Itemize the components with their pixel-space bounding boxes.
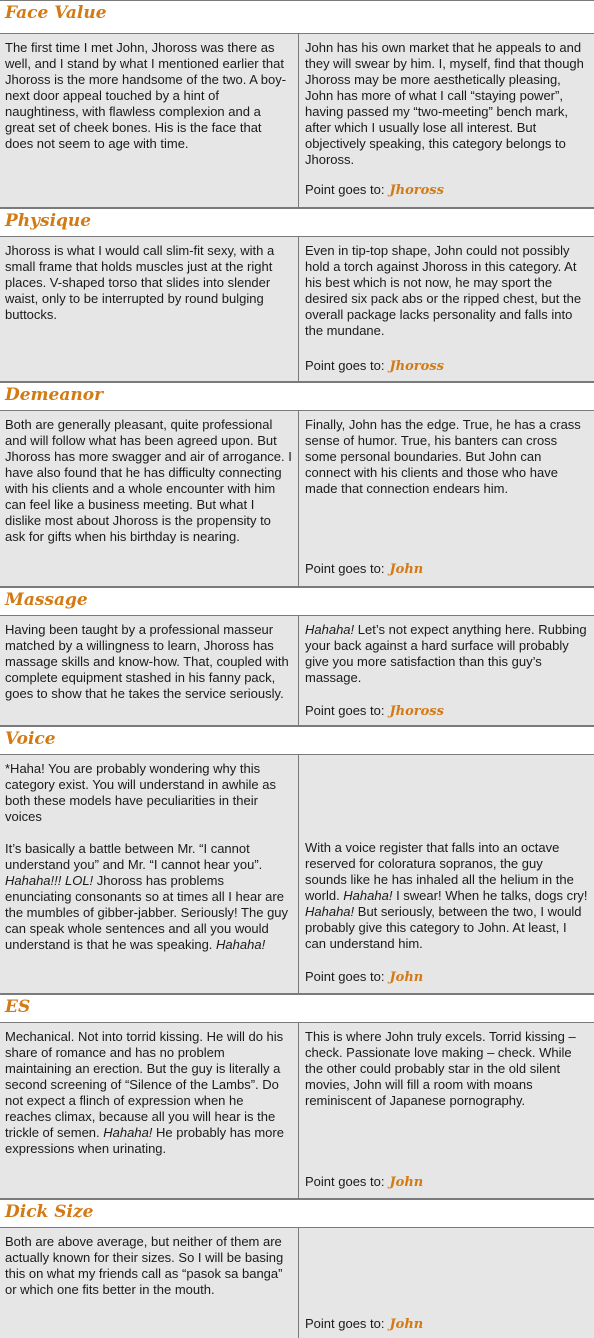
column-divider [298, 616, 299, 725]
section-body-face-value [0, 33, 594, 208]
paragraph: Even in tip-top shape, John could not possibly hold a torch against Jhoross in this category. At his best which is not now, he may sport the desired six pack abs or the ripped chest, but the overall package lacks personality and falls into the mundane. [305, 243, 582, 338]
point-label: Point goes to: [305, 1316, 385, 1331]
section-body-dick-size [0, 1227, 594, 1338]
section-header-demeanor [0, 382, 594, 410]
point-winner: Jhoross [389, 704, 444, 719]
point-line [305, 182, 444, 199]
john-column [305, 417, 588, 497]
paragraph: This is where John truly excels. Torrid kissing – check. Passionate love making – check. While the other could probably star in the old silent movies, John will fill a room with moans reminiscent of Japanese pornography. [305, 1029, 576, 1108]
column-divider [298, 1023, 299, 1198]
paragraph: Both are above average, but neither of them are actually known for their sizes. So I will be basing this on what my friends call as “pasok sa banga” or which one fits better in the mouth. [5, 1234, 284, 1297]
section-title: Massage [5, 590, 88, 610]
section-header-voice [0, 726, 594, 754]
point-label: Point goes to: [305, 1174, 385, 1189]
point-winner: John [389, 1175, 424, 1190]
paragraph: Mechanical. Not into torrid kissing. He will do his share of romance and has no problem maintaining an erection. But the guy is literally a second screening of “Silence of the Lambs”. Do not expect a flinch of expression when he reaches climax, because all you will hear is the trickle of semen. Hahaha! He probably has more expressions when urinating. [5, 1029, 284, 1156]
point-label: Point goes to: [305, 358, 385, 373]
column-divider [298, 237, 299, 381]
point-line [305, 1174, 423, 1191]
jhoross-column [5, 417, 292, 545]
jhoross-column [5, 761, 292, 953]
john-column [305, 1029, 588, 1109]
jhoross-column [5, 1029, 292, 1157]
section-title: Voice [5, 729, 56, 749]
paragraph: With a voice register that falls into an octave reserved for coloratura sopranos, the guy sounds like he has inhaled all the helium in the world. Hahaha! I swear! When he talks, dogs cry! Hahaha! But seriously, between the two, I would probably give this category to John. At least, I can understand him. [305, 840, 588, 951]
section-body-demeanor [0, 410, 594, 587]
column-divider [298, 411, 299, 586]
point-line [305, 358, 444, 375]
section-title: Face Value [5, 3, 107, 23]
john-column [305, 840, 588, 952]
paragraph: John has his own market that he appeals to and they will swear by him. I, myself, find that though Jhoross may be more aesthetically pleasing, John has more of what I call “staying power”, having passed my “two-meeting” bench mark, after which I usually lose all interest. But objectively speaking, this category belongs to Jhoross. [305, 40, 584, 167]
column-divider [298, 1228, 299, 1338]
paragraph: Hahaha! Let’s not expect anything here. Rubbing your back against a hard surface will probably give you more satisfaction than this guy’s massage. [305, 622, 587, 685]
section-header-massage [0, 587, 594, 615]
section-body-physique [0, 236, 594, 382]
paragraph: *Haha! You are probably wondering why this category exist. You will understand in awhile as both these models have peculiarities in their voices [5, 761, 276, 824]
point-winner: John [389, 562, 424, 577]
point-winner: Jhoross [389, 359, 444, 374]
paragraph: It’s basically a battle between Mr. “I cannot understand you” and Mr. “I cannot hear you”. Hahaha!!! LOL! Jhoross has problems enunciating consonants so at times all I hear are the mumbles of gibber-jabber. Seriously! The guy can speak whole sentences and all you would understand is that he was speaking. Hahaha! [5, 841, 289, 952]
paragraph: Jhoross is what I would call slim-fit sexy, with a small frame that holds muscles just at the right places. V-shaped torso that slides into slender waist, only to be interrupted by round bulging buttocks. [5, 243, 275, 322]
section-body-massage [0, 615, 594, 726]
paragraph: Finally, John has the edge. True, he has a crass sense of humor. True, his banters can cross some personal boundaries. But John can connect with his clients and those who have made that connection endears him. [305, 417, 581, 496]
paragraph: Both are generally pleasant, quite professional and will follow what has been agreed upon. But Jhoross has more swagger and air of arrogance. I have also found that he has difficulty connecting with his clients and a whole encounter with him can feel like a business meeting. But what I dislike most about Jhoross is the propensity to ask for gifts when his birthday is nearing. [5, 417, 292, 544]
point-line [305, 561, 423, 578]
section-title: Physique [5, 211, 92, 231]
section-header-physique [0, 208, 594, 236]
jhoross-column [5, 622, 292, 702]
section-title: ES [5, 997, 31, 1017]
point-winner: John [389, 970, 424, 985]
point-line [305, 969, 423, 986]
john-column [305, 243, 588, 339]
jhoross-column [5, 243, 292, 323]
jhoross-column [5, 40, 292, 152]
point-line [305, 1316, 423, 1333]
section-title: Demeanor [5, 385, 104, 405]
point-label: Point goes to: [305, 561, 385, 576]
paragraph: The first time I met John, Jhoross was there as well, and I stand by what I mentioned earlier that Jhoross is the more handsome of the two. A boy-next door appeal touched by a hint of naughtiness, with flawless complexion and a great set of cheek bones. His is the face that does not seem to age with time. [5, 40, 287, 151]
section-title: Dick Size [5, 1202, 94, 1222]
section-body-voice [0, 754, 594, 994]
section-header-es [0, 994, 594, 1022]
point-line [305, 703, 444, 720]
john-column [305, 622, 588, 686]
section-body-es [0, 1022, 594, 1199]
point-label: Point goes to: [305, 182, 385, 197]
paragraph: Having been taught by a professional masseur matched by a willingness to learn, Jhoross has massage skills and know-how. That, coupled with complete equipment stashed in his fanny pack, goes to show that he takes the service seriously. [5, 622, 289, 701]
jhoross-column [5, 1234, 292, 1298]
column-divider [298, 34, 299, 207]
point-label: Point goes to: [305, 969, 385, 984]
section-header-face-value [0, 0, 594, 33]
point-label: Point goes to: [305, 703, 385, 718]
point-winner: Jhoross [389, 183, 444, 198]
point-winner: John [389, 1317, 424, 1332]
column-divider [298, 755, 299, 993]
john-column [305, 40, 588, 168]
section-header-dick-size [0, 1199, 594, 1227]
